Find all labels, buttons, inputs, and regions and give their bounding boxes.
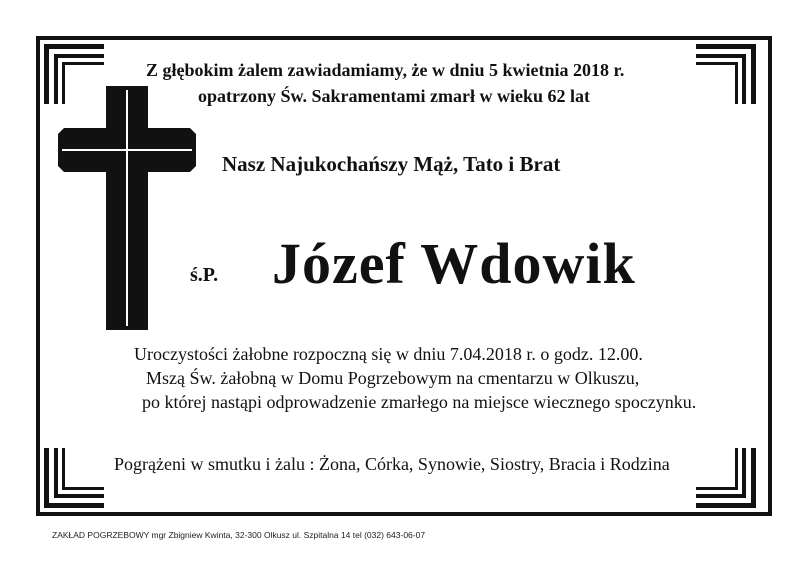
name-prefix: ś.P. [190,264,219,286]
funeral-home-footer: ZAKŁAD POGRZEBOWY mgr Zbigniew Kwinta, 32-300 Olkusz ul. Szpitalna 14 tel (032) 643-06-07 [52,530,426,540]
funeral-info-line-1: Uroczystości żałobne rozpoczną się w dniu 7.04.2018 r. o godz. 12.00. [134,344,643,364]
corner-ornament-icon [44,448,104,508]
corner-ornament-icon [696,44,756,104]
funeral-info-line-2: Mszą Św. żałobną w Domu Pogrzebowym na cmentarzu w Olkuszu, [146,368,640,388]
announcement-line-2: opatrzony Św. Sakramentami zmarł w wieku 62 lat [198,86,590,106]
mourners-line: Pogrążeni w smutku i żalu : Żona, Córka, Synowie, Siostry, Bracia i Rodzina [114,454,670,474]
cross-icon [58,86,196,330]
corner-ornament-icon [696,448,756,508]
relation-heading: Nasz Najukochańszy Mąż, Tato i Brat [222,152,561,176]
funeral-info-line-3: po której nastąpi odprowadzenie zmarłego na miejsce wiecznego spoczynku. [142,392,697,412]
announcement-line-1: Z głębokim żalem zawiadamiamy, że w dniu 5 kwietnia 2018 r. [146,60,625,80]
deceased-name: Józef Wdowik [272,231,636,296]
